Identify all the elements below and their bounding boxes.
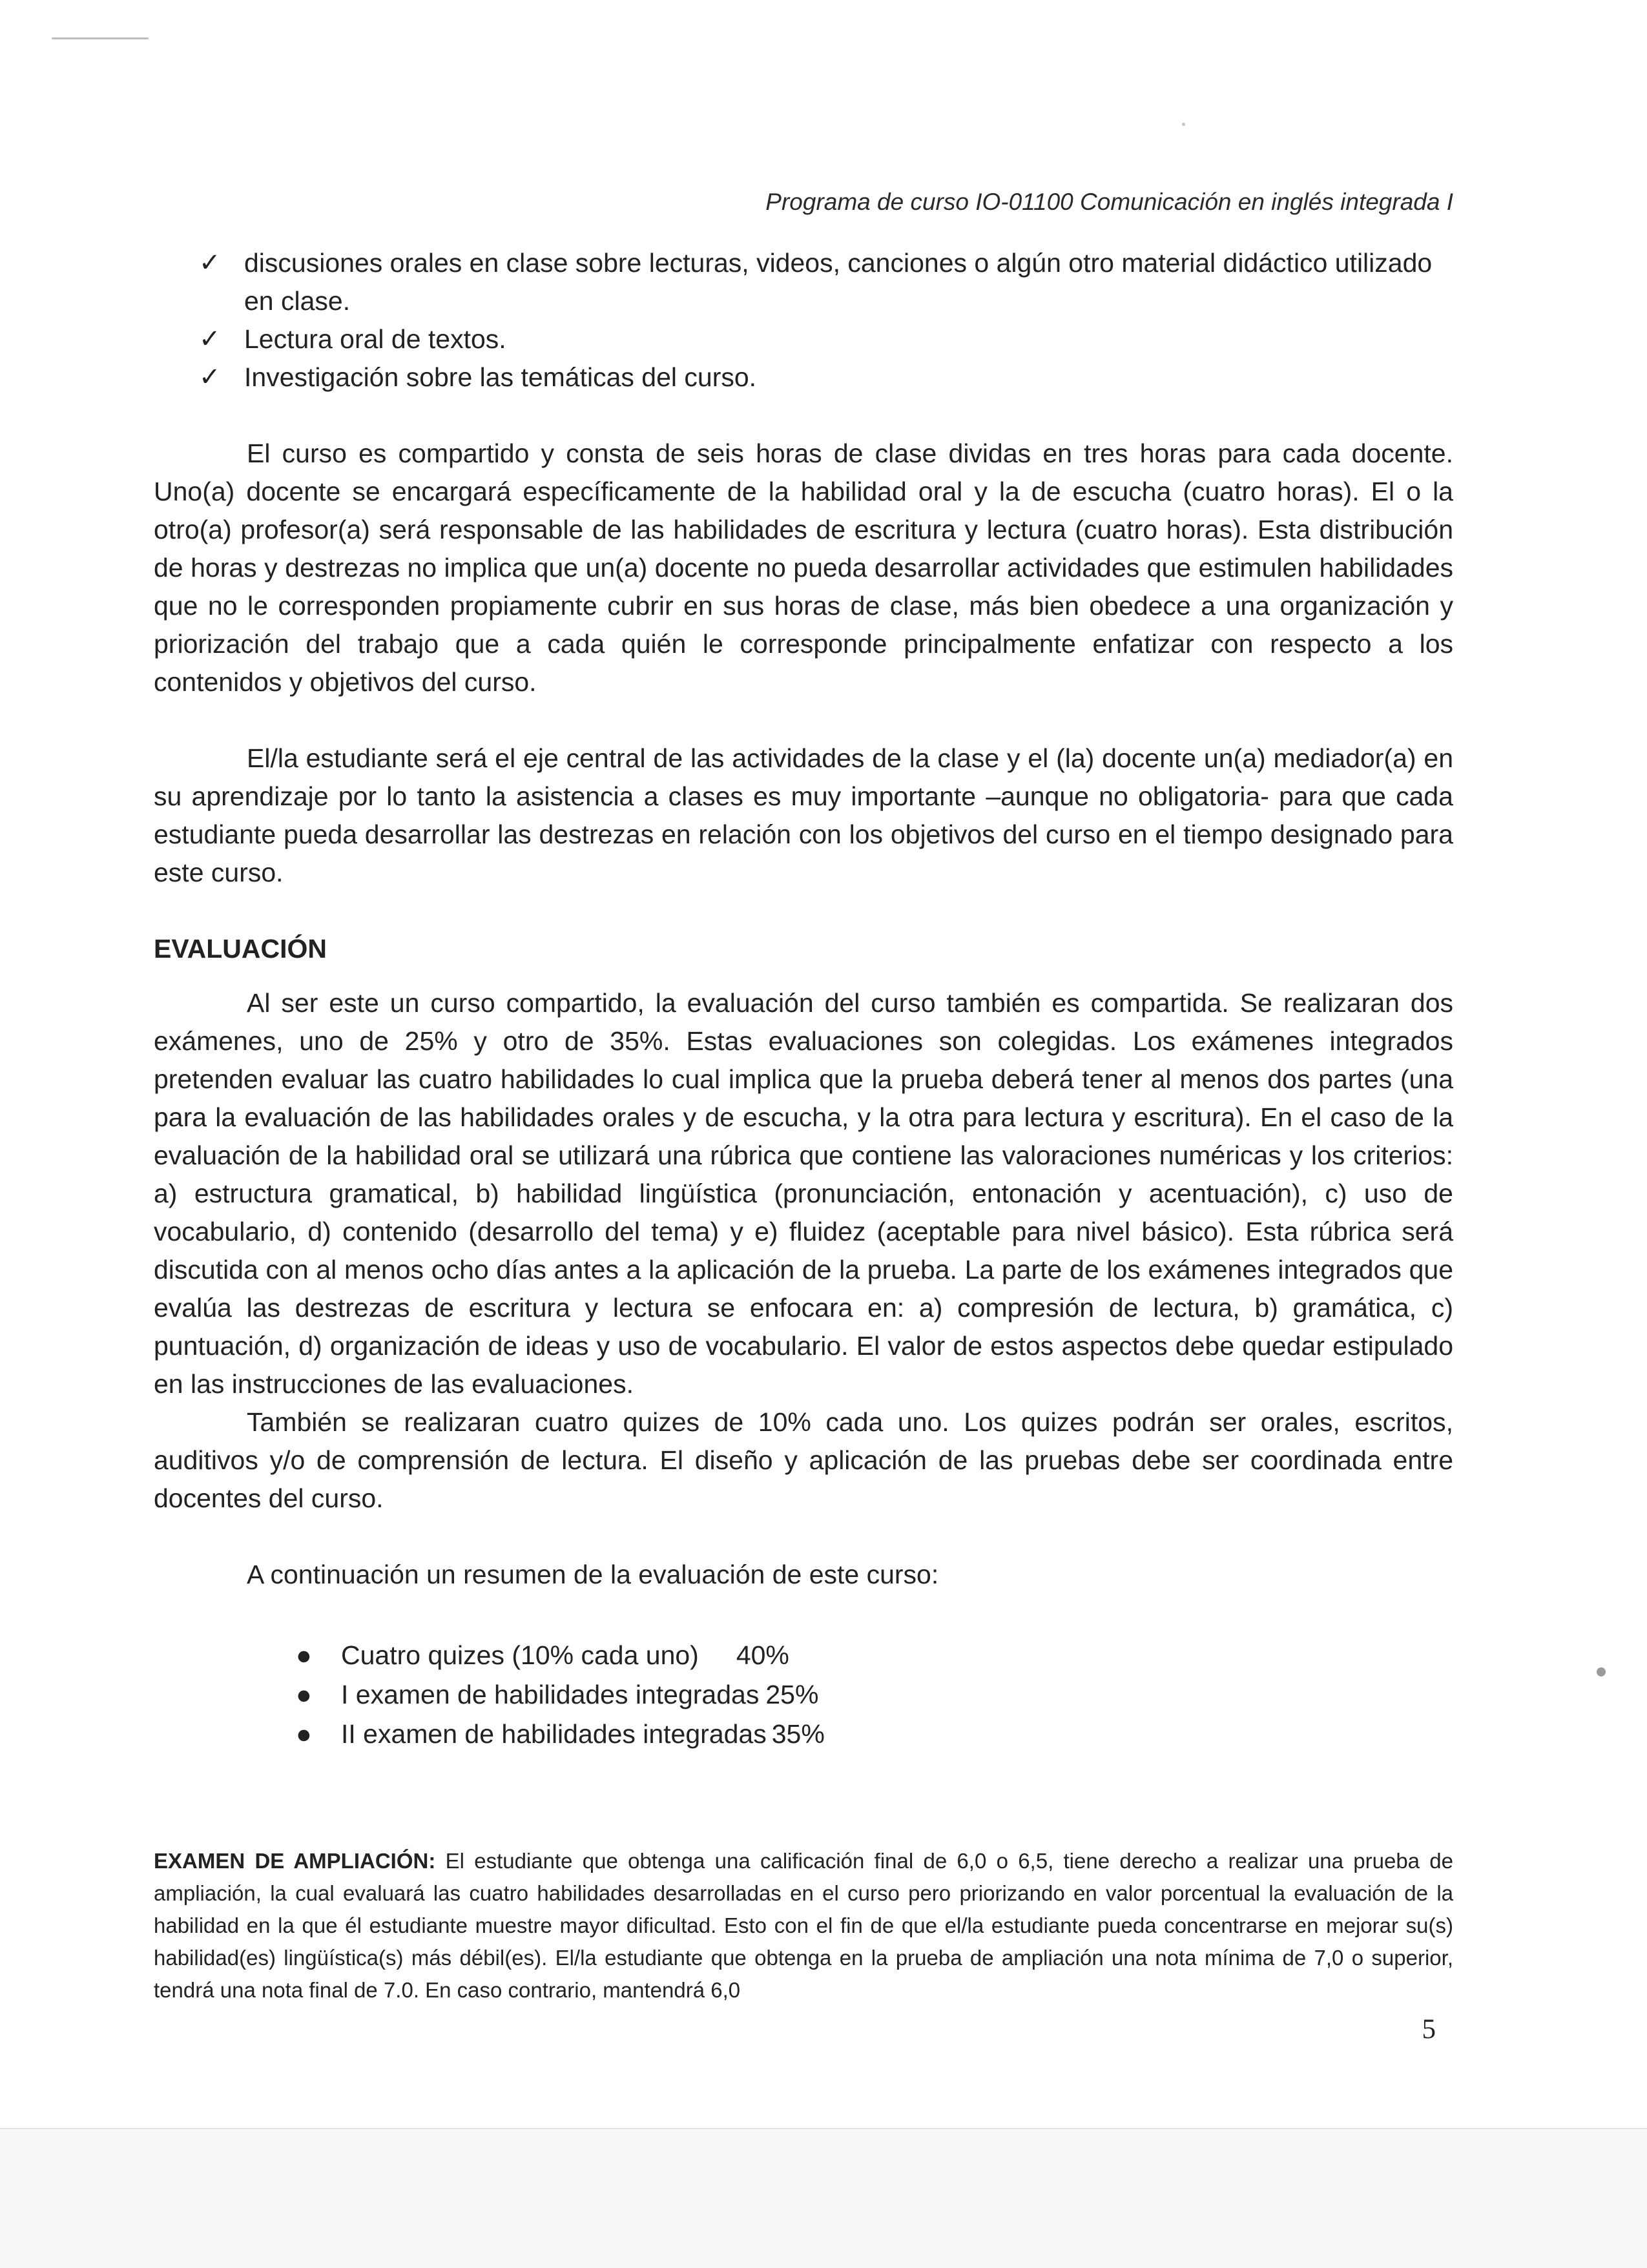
checklist-item bbox=[154, 320, 1453, 358]
bullet-icon: ● bbox=[296, 1640, 312, 1670]
scan-speck bbox=[1182, 123, 1185, 126]
checklist-item-text: Lectura oral de textos. bbox=[244, 324, 506, 354]
checkmark-icon: ✓ bbox=[199, 325, 221, 353]
paragraph-evaluation-quizzes: También se realizaran cuatro quizes de 10% cada uno. Los quizes podrán ser orales, escritos, auditivos y/o de comprensión de lectura. El diseño y aplicación de las pruebas debe ser coordinada entre docentes del curso. bbox=[154, 1407, 1453, 1513]
checklist-item-text: discusiones orales en clase sobre lecturas, videos, canciones o algún otro material didáctico utilizado en clase. bbox=[244, 248, 1433, 316]
paragraph-student-role: El/la estudiante será el eje central de las actividades de la clase y el (la) docente un(a) mediador(a) en su aprendizaje por lo tanto la asistencia a clases es muy importante –aunque no obligatoria- para que cada estudiante pueda desarrollar las destrezas en relación con los objetivos del curso en el tiempo designado para este curso. bbox=[154, 743, 1453, 887]
scan-speck bbox=[52, 37, 149, 39]
page-number: 5 bbox=[1422, 2014, 1436, 2045]
summary-item-value: 35% bbox=[771, 1719, 825, 1749]
scanner-margin bbox=[0, 2128, 1647, 2268]
page-header: Programa de curso IO-01100 Comunicación en inglés integrada I bbox=[765, 189, 1453, 215]
scan-speck bbox=[1597, 1667, 1606, 1676]
checkmark-icon: ✓ bbox=[199, 363, 221, 391]
bullet-icon: ● bbox=[296, 1680, 312, 1709]
evaluation-summary-list bbox=[154, 1636, 1453, 1755]
activity-checklist bbox=[154, 244, 1453, 397]
paragraph-evaluation-exams: Al ser este un curso compartido, la evaluación del curso también es compartida. Se realizaran dos exámenes, uno de 25% y otro de 35%. Estas evaluaciones son colegidas. Los exámenes integrados pretenden evaluar las cuatro habilidades lo cual implica que la prueba deberá tener al menos dos partes (una para la evaluación de las habilidades orales y de escucha, y la otra para lectura y escritura). En el caso de la evaluación de la habilidad oral se utilizará una rúbrica que contiene las valoraciones numéricas y los criterios: a) estructura gramatical, b) habilidad lingüística (pronunciación, entonación y acentuación), c) uso de vocabulario, d) contenido (desarrollo del tema) y e) fluidez (aceptable para nivel básico). Esta rúbrica será discutida con al menos ocho días antes a la aplicación de la prueba. La parte de los exámenes integrados que evalúa las destrezas de escritura y lectura se enfocara en: a) compresión de lectura, b) gramática, c) puntuación, d) organización de ideas y uso de vocabulario. El valor de estos aspectos debe quedar estipulado en las instrucciones de las evaluaciones. bbox=[154, 988, 1453, 1399]
checklist-item-text: Investigación sobre las temáticas del curso. bbox=[244, 362, 757, 392]
extension-exam-note bbox=[154, 1845, 1453, 2006]
note-title: EXAMEN DE AMPLIACIÓN: bbox=[154, 1849, 436, 1873]
checklist-item bbox=[154, 244, 1453, 320]
summary-intro: A continuación un resumen de la evaluación de este curso: bbox=[247, 1560, 939, 1589]
summary-item bbox=[154, 1676, 1453, 1715]
summary-item-label: Cuatro quizes (10% cada uno) bbox=[341, 1640, 699, 1670]
summary-item bbox=[154, 1715, 1453, 1755]
section-heading-evaluation: EVALUACIÓN bbox=[154, 934, 327, 964]
bullet-icon: ● bbox=[296, 1719, 312, 1749]
checklist-item bbox=[154, 358, 1453, 397]
note-text: El estudiante que obtenga una calificación final de 6,0 o 6,5, tiene derecho a realizar una prueba de ampliación, la cual evaluará las cuatro habilidades desarrolladas en el curso pero priorizando en valor porcentual la evaluación de la habilidad en la que él estudiante muestre mayor dificultad. Esto con el fin de que el/la estudiante pueda concentrarse en mejorar su(s) habilidad(es) lingüística(s) más débil(es). El/la estudiante que obtenga en la prueba de ampliación una nota mínima de 7,0 o superior, tendrá una nota final de 7.0. En caso contrario, mantendrá 6,0 bbox=[154, 1849, 1454, 2002]
paragraph-course-shared: El curso es compartido y consta de seis horas de clase dividas en tres horas para cada docente. Uno(a) docente se encargará específicamente de la habilidad oral y la de escucha (cuatro horas). El o la otro(a) profesor(a) será responsable de las habilidades de escritura y lectura (cuatro horas). Esta distribución de horas y destrezas no implica que un(a) docente no pueda desarrollar actividades que estimulen habilidades que no le corresponden propiamente cubrir en sus horas de clase, más bien obedece a una organización y priorización del trabajo que a cada quién le corresponde principalmente enfatizar con respecto a los contenidos y objetivos del curso. bbox=[154, 438, 1453, 697]
summary-item-value: 40% bbox=[736, 1640, 789, 1670]
summary-item bbox=[154, 1636, 1453, 1676]
summary-item-value: 25% bbox=[765, 1680, 819, 1709]
summary-item-label: II examen de habilidades integradas bbox=[341, 1719, 767, 1749]
checkmark-icon: ✓ bbox=[199, 249, 221, 277]
summary-item-label: I examen de habilidades integradas bbox=[341, 1680, 760, 1709]
document-body bbox=[154, 244, 1453, 1755]
